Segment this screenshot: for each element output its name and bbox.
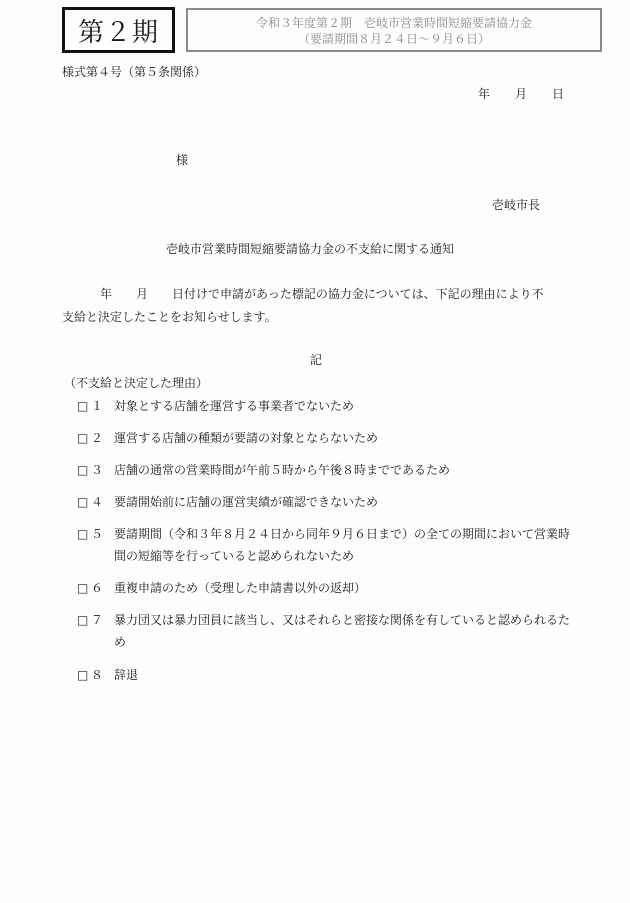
reason-text: 店舗の通常の営業時間が午前５時から午後８時までであるため — [114, 463, 451, 477]
reason-number: １ — [91, 399, 104, 413]
period-badge: 第２期 — [62, 7, 175, 53]
reason-text: 対象とする店舗を運営する事業者でないため — [114, 399, 355, 413]
sender: 壱岐市長 — [492, 198, 541, 212]
reason-number: ４ — [91, 495, 104, 509]
reason-number: ２ — [91, 431, 104, 445]
reason-number: ５ — [91, 527, 104, 541]
request-period: （要請期間８月２４日～９月６日） — [297, 32, 490, 46]
date-day-label: 日 — [552, 87, 565, 101]
checkbox-icon[interactable]: □ — [77, 431, 89, 445]
addressee-suffix: 様 — [176, 153, 189, 167]
checkbox-icon[interactable]: □ — [77, 463, 89, 477]
checkbox-icon[interactable]: □ — [77, 581, 89, 595]
reason-text: 暴力団又は暴力団員に該当し、又はそれらと密接な関係を有していると認められるため — [114, 613, 571, 649]
reason-text: 要請期間（令和３年８月２４日から同年９月６日まで）の全ての期間において営業時間の短縮等を行っていると認められないため — [114, 527, 571, 563]
checkbox-icon[interactable]: □ — [77, 613, 89, 627]
reason-text: 辞退 — [114, 668, 139, 682]
date-month-label: 月 — [515, 87, 528, 101]
reason-text: 要請開始前に店舗の運営実績が確認できないため — [114, 495, 379, 509]
checkbox-icon[interactable]: □ — [77, 668, 89, 682]
body-text-line-2: 支給と決定したことをお知らせします。 — [62, 310, 277, 324]
reason-text: 運営する店舗の種類が要請の対象とならないため — [114, 431, 379, 445]
program-header — [186, 8, 602, 52]
reason-number: ３ — [91, 463, 104, 477]
checkbox-icon[interactable]: □ — [77, 399, 89, 413]
document-title: 壱岐市営業時間短縮要請協力金の不支給に関する通知 — [166, 242, 455, 256]
reason-number: ７ — [91, 613, 104, 627]
reason-text: 重複申請のため（受理した申請書以外の返却） — [114, 581, 367, 595]
program-title: 令和３年度第２期 壱岐市営業時間短縮要請協力金 — [255, 16, 532, 30]
reason-number: ６ — [91, 581, 104, 595]
reasons-heading: （不支給と決定した理由） — [64, 376, 209, 390]
ki-heading: 記 — [310, 353, 323, 367]
checkbox-icon[interactable]: □ — [77, 495, 89, 509]
date-year-label: 年 — [478, 87, 491, 101]
reason-number: ８ — [91, 668, 104, 682]
body-text-line-1: 年 月 日付けで申請があった標記の協力金については、下記の理由により不 — [100, 287, 544, 301]
form-number: 様式第４号（第５条関係） — [62, 65, 207, 79]
date-line — [478, 86, 564, 102]
checkbox-icon[interactable]: □ — [77, 527, 89, 541]
